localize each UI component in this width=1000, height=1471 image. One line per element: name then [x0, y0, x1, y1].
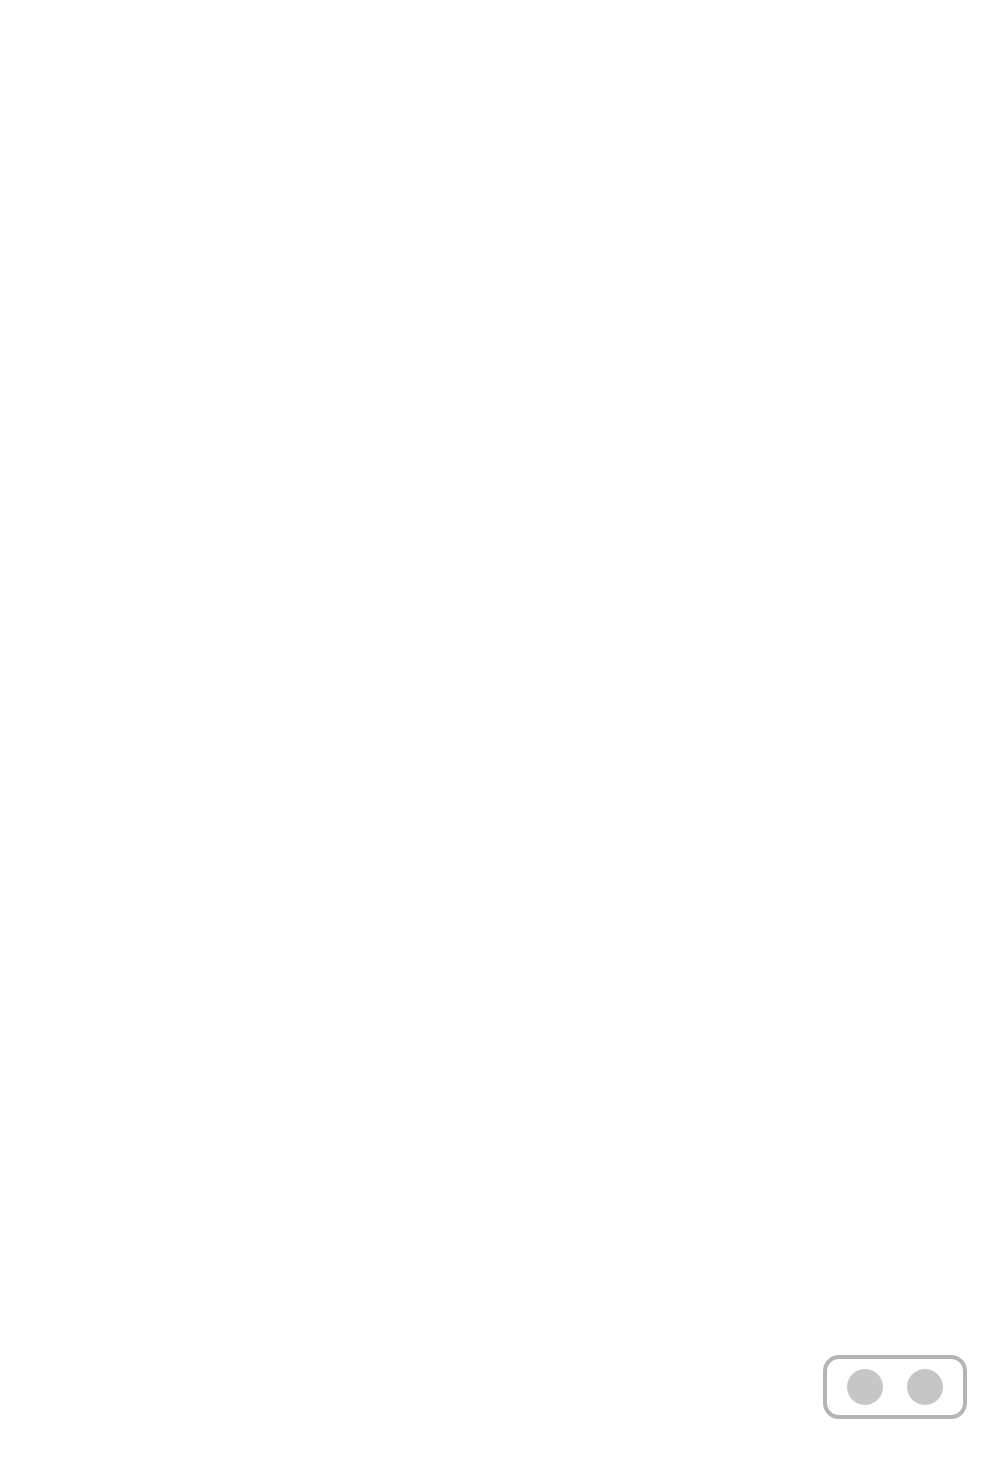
site-logo	[815, 1349, 975, 1459]
answer-content	[115, 168, 890, 194]
